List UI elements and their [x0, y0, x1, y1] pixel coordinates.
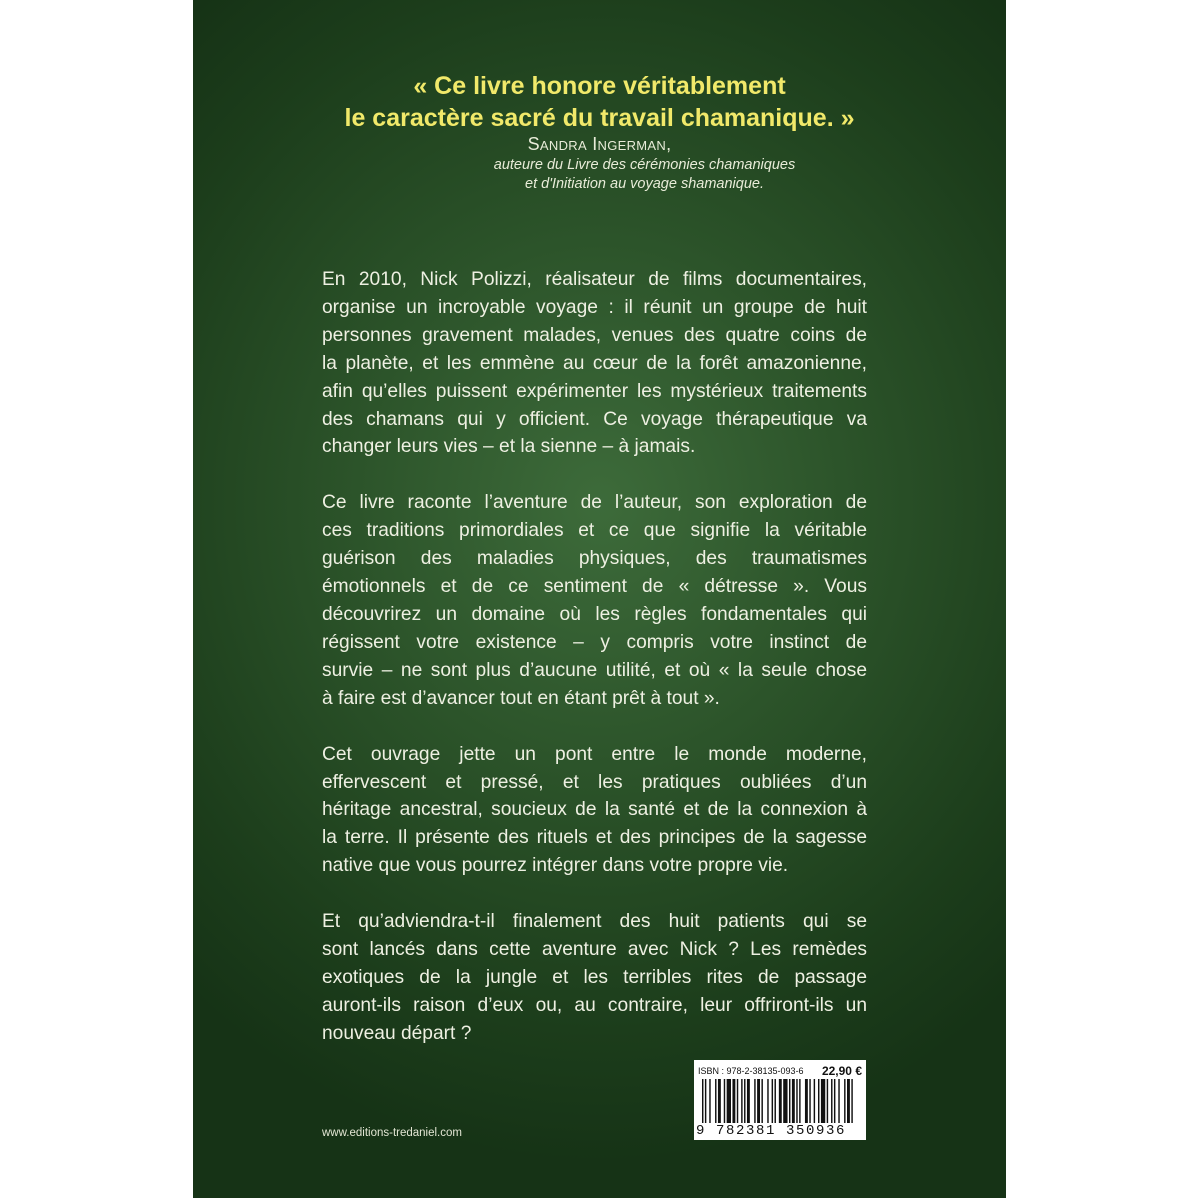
barcode-bar	[814, 1079, 815, 1123]
blurb-line: la planète, et les emmène au cœur de la forêt amazonienne,	[322, 352, 867, 374]
barcode-bar	[718, 1079, 721, 1123]
barcode-bar	[851, 1079, 852, 1123]
author-name: Sandra Ingerman,	[527, 134, 672, 154]
blurb-line: organise un incroyable voyage : il réunit un groupe de huit	[322, 296, 867, 318]
blurb-line: exotiques de la jungle et les terribles rites de passage	[322, 966, 867, 988]
blurb-paragraph	[322, 741, 867, 881]
blurb-line: personnes gravement malades, venues des quatre coins de	[322, 324, 867, 346]
barcode-bar	[789, 1079, 790, 1123]
blurb-line: nouveau départ ?	[322, 1022, 472, 1044]
barcode-bar	[772, 1079, 773, 1123]
blurb-line: auront-ils raison d’eux ou, au contraire, leur offriront-ils un	[322, 994, 867, 1016]
barcode-digits: 9 782381 350936	[696, 1123, 847, 1139]
barcode-bar	[715, 1079, 716, 1123]
blurb-line: En 2010, Nick Polizzi, réalisateur de films documentaires,	[322, 269, 867, 290]
barcode-bar	[761, 1079, 762, 1123]
blurb-line: sont lancés dans cette aventure avec Nick ? Les remèdes	[322, 939, 867, 961]
quote-attribution	[193, 132, 1006, 194]
blurb-line: Cet ouvrage jette un pont entre le monde moderne,	[322, 743, 867, 765]
isbn-number: ISBN : 978-2-38135-093-6	[698, 1066, 804, 1076]
barcode-bar	[783, 1079, 787, 1123]
author-credit-line-2: et d'Initiation au voyage shamanique.	[525, 176, 764, 192]
blurb-line: changer leurs vies – et la sienne – à jamais.	[322, 436, 696, 458]
barcode-bar	[754, 1079, 755, 1123]
barcode-bar	[792, 1079, 795, 1123]
blurb-line: émotionnels et de ce sentiment de « détresse ». Vous	[322, 576, 867, 598]
price: 22,90 €	[821, 1064, 862, 1078]
quote-line-2: le caractère sacré du travail chamanique. »	[344, 104, 855, 132]
barcode-bar	[741, 1079, 742, 1123]
book-back-cover	[193, 0, 1006, 1198]
barcode-bar	[747, 1079, 750, 1123]
barcode-bar	[847, 1079, 850, 1123]
barcode-bar	[705, 1079, 706, 1123]
blurb-line: découvrirez un domaine où les règles fondamentales qui	[322, 603, 867, 625]
barcode-bar	[821, 1079, 825, 1123]
blurb-line: Ce livre raconte l’aventure de l’auteur, son exploration de	[322, 492, 867, 514]
blurb-paragraph	[322, 489, 867, 712]
blurb-line: la terre. Il présente des rituels et des principes de la sagesse	[322, 827, 867, 849]
blurb-text	[322, 266, 867, 1076]
barcode-bar	[744, 1079, 745, 1123]
blurb-line: effervescent et pressé, et les pratiques oubliées d’un	[322, 771, 867, 793]
barcode-bar	[737, 1079, 738, 1123]
barcode-bar	[844, 1079, 845, 1123]
barcode-bar	[838, 1079, 839, 1123]
blurb-line: héritage ancestral, soucieux de la santé et de la connexion à	[322, 799, 867, 821]
barcode-bar	[805, 1079, 808, 1123]
barcode-bar	[702, 1079, 703, 1123]
barcode-bar	[779, 1079, 782, 1123]
barcode-bar	[831, 1079, 832, 1123]
barcode-bar	[767, 1079, 768, 1123]
barcode-bar	[809, 1079, 810, 1123]
blurb-line: des chamans qui y officient. Ce voyage thérapeutique va	[322, 408, 867, 430]
blurb-paragraph	[322, 908, 867, 1048]
barcode-bar	[757, 1079, 760, 1123]
blurb-line: Et qu’adviendra-t-il finalement des huit patients qui se	[322, 911, 867, 933]
blurb-paragraph	[322, 266, 867, 461]
blurb-line: régissent votre existence – y compris votre instinct de	[322, 631, 867, 653]
blurb-line: ces traditions primordiales et ce que signifie la véritable	[322, 520, 867, 542]
endorsement-quote	[193, 70, 1006, 134]
barcode-bar	[827, 1079, 828, 1123]
barcode-bar	[818, 1079, 819, 1123]
blurb-line: survie – ne sont plus d’aucune utilité, et où « la seule chose	[322, 659, 867, 681]
barcode-label	[694, 1060, 866, 1140]
blurb-line: à faire est d’avancer tout en étant prêt à tout ».	[322, 687, 720, 709]
barcode-bar	[799, 1079, 800, 1123]
barcode-bar	[796, 1079, 797, 1123]
barcode-bar	[724, 1079, 725, 1123]
blurb-line: native que vous pourrez intégrer dans votre propre vie.	[322, 855, 789, 877]
barcode-bar	[727, 1079, 731, 1123]
barcode-bar	[732, 1079, 735, 1123]
barcode-bar	[834, 1079, 835, 1123]
blurb-line: guérison des maladies physiques, des traumatismes	[322, 548, 867, 570]
barcode-image	[696, 1079, 864, 1123]
barcode-bar	[775, 1079, 776, 1123]
blurb-line: afin qu’elles puissent expérimenter les mystérieux traitements	[322, 380, 867, 402]
barcode-bar	[709, 1079, 710, 1123]
author-credit-line-1: auteure du Livre des cérémonies chamaniques	[493, 157, 796, 173]
isbn-price-row	[698, 1064, 862, 1078]
quote-line-1: « Ce livre honore véritablement	[413, 72, 786, 100]
publisher-website: www.editions-tredaniel.com	[322, 1127, 462, 1139]
